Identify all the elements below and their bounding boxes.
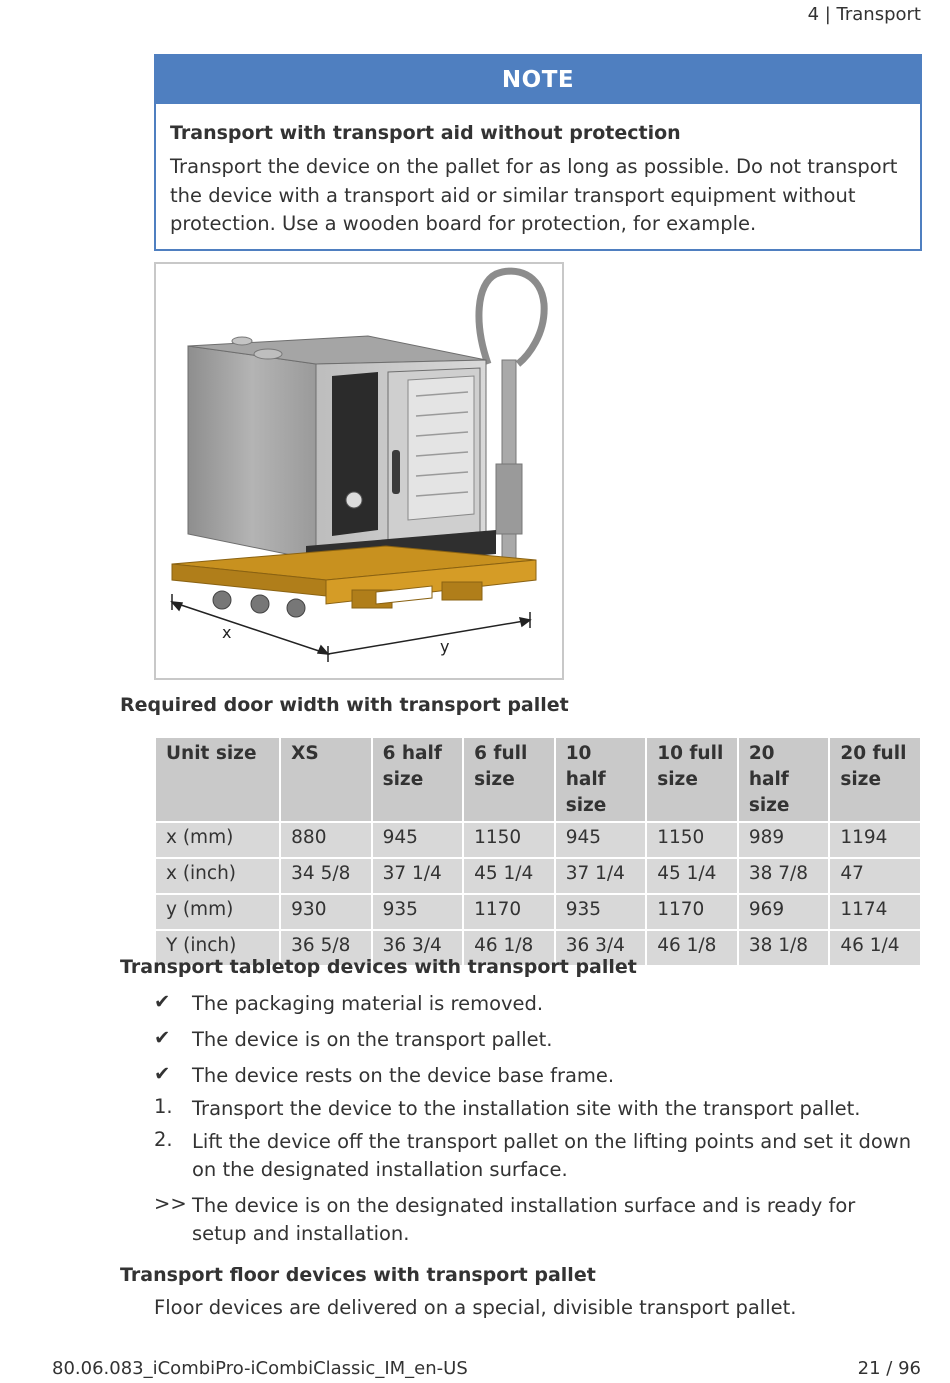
table-cell: 1194: [830, 823, 920, 857]
table-cell: 1174: [830, 895, 920, 929]
note-body: Transport the device on the pallet for as long as possible. Do not transport the device with a transport aid or similar transport equipment without protection. Use a wooden board for protection, for example.: [170, 155, 898, 235]
table-cell: 1170: [647, 895, 737, 929]
page-number: 21 / 96: [857, 1358, 921, 1379]
table-cell: 989: [739, 823, 829, 857]
table-cell: y (mm): [156, 895, 279, 929]
step-text: Lift the device off the transport pallet on the lifting points and set it down on the designated installation surface.: [192, 1130, 912, 1181]
table-row: [156, 895, 920, 929]
table-cell: 945: [373, 823, 463, 857]
floor-text: Floor devices are delivered on a special, divisible transport pallet.: [154, 1296, 797, 1319]
column-header: 10 half size: [556, 738, 646, 821]
note-title: Transport with transport aid without protection: [170, 122, 681, 144]
table-cell: 46 1/8: [647, 931, 737, 965]
table-cell: 935: [373, 895, 463, 929]
table-cell: 34 5/8: [281, 859, 370, 893]
checkmark-icon: ✔: [154, 1062, 171, 1085]
table-cell: 969: [739, 895, 829, 929]
note-box: [154, 54, 922, 251]
table-cell: Y (inch): [156, 931, 279, 965]
table-cell: 37 1/4: [373, 859, 463, 893]
floor-heading: Transport floor devices with transport pallet: [120, 1264, 596, 1286]
table-cell: 930: [281, 895, 370, 929]
document-id: 80.06.083_iCombiPro-iCombiClassic_IM_en-US: [52, 1358, 468, 1379]
step-text: The device rests on the device base frame.: [192, 1064, 615, 1087]
table-cell: 945: [556, 823, 646, 857]
step-number: 1.: [154, 1095, 173, 1118]
table-cell: 45 1/4: [464, 859, 554, 893]
table-cell: 38 7/8: [739, 859, 829, 893]
table-cell: 38 1/8: [739, 931, 829, 965]
checkmark-icon: ✔: [154, 990, 171, 1013]
table-cell: 46 1/8: [464, 931, 554, 965]
step-text: The device is on the designated installation surface and is ready for setup and installation.: [192, 1194, 856, 1245]
step-number: 2.: [154, 1128, 173, 1151]
step-text: The packaging material is removed.: [192, 992, 544, 1015]
table-row: [156, 823, 920, 857]
dimension-x-label: x: [222, 623, 232, 642]
table-cell: 47: [830, 859, 920, 893]
section-header: 4 | Transport: [807, 4, 921, 25]
tabletop-heading: Transport tabletop devices with transport pallet: [120, 956, 637, 978]
table-cell: 36 3/4: [556, 931, 646, 965]
column-header: 20 full size: [830, 738, 920, 821]
note-label: NOTE: [156, 56, 920, 104]
oven-on-pallet-illustration: [154, 262, 564, 680]
table-cell: x (mm): [156, 823, 279, 857]
step-text: Transport the device to the installation site with the transport pallet.: [192, 1097, 861, 1120]
door-width-heading: Required door width with transport pallet: [120, 694, 569, 716]
table-header-row: [156, 738, 920, 821]
column-header: Unit size: [156, 738, 279, 821]
table-cell: 1170: [464, 895, 554, 929]
column-header: XS: [281, 738, 370, 821]
table-cell: 1150: [464, 823, 554, 857]
dimension-y-label: y: [440, 637, 450, 656]
column-header: 10 full size: [647, 738, 737, 821]
checkmark-icon: ✔: [154, 1026, 171, 1049]
table-cell: x (inch): [156, 859, 279, 893]
illustration-graphic: [156, 264, 562, 678]
table-cell: 46 1/4: [830, 931, 920, 965]
table-cell: 36 3/4: [373, 931, 463, 965]
table-cell: 36 5/8: [281, 931, 370, 965]
door-width-table: [154, 736, 922, 967]
table-cell: 935: [556, 895, 646, 929]
step-text: The device is on the transport pallet.: [192, 1028, 553, 1051]
column-header: 6 half size: [373, 738, 463, 821]
column-header: 6 full size: [464, 738, 554, 821]
table-cell: 1150: [647, 823, 737, 857]
result-arrow-icon: >>: [154, 1192, 187, 1215]
table-cell: 45 1/4: [647, 859, 737, 893]
table-cell: 37 1/4: [556, 859, 646, 893]
table-cell: 880: [281, 823, 370, 857]
table-row: [156, 859, 920, 893]
column-header: 20 half size: [739, 738, 829, 821]
